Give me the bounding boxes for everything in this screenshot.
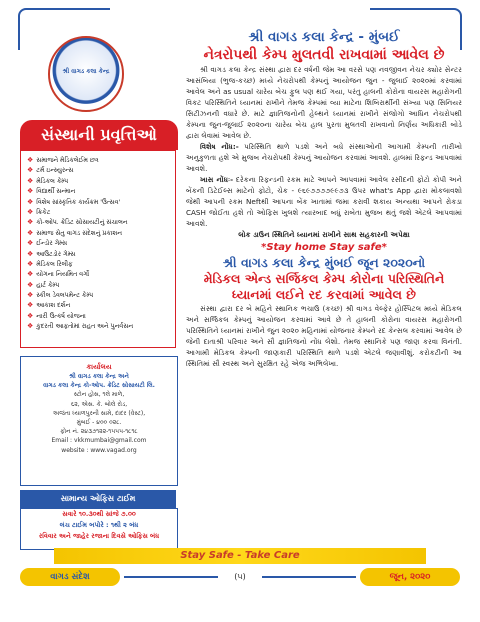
activities-list bbox=[20, 150, 176, 348]
timing-line: લંચ ટાઈમ બપોરે : ૧થી ૨ બંધ bbox=[59, 521, 139, 529]
article1-subtitle: નેત્રરોપથી કેમ્પ મુલતવી રાખવામાં આવેલ છે bbox=[203, 47, 445, 63]
bullet-icon: ❖ bbox=[27, 218, 34, 227]
office-line: ૬૨, એસ. કે. બોલે રોડ, bbox=[70, 400, 128, 408]
bullet-icon: ❖ bbox=[27, 249, 34, 258]
page-number: (૫) bbox=[234, 572, 246, 581]
timing-line: સવારે ૧૦.૩૦થી સાંજે ૭.૦૦ bbox=[62, 510, 136, 518]
article2-subtitle-2: ધ્યાનમાં લઈને રદ કરવામાં આવેલ છે bbox=[232, 287, 416, 302]
article1-special-note bbox=[186, 174, 462, 229]
activity-item: ❖ મેડિકલ રિલીફ bbox=[27, 259, 73, 268]
special-note-label: ખાસ નોંધઃ- bbox=[200, 175, 234, 184]
bullet-icon: ❖ bbox=[27, 176, 34, 185]
office-line: શ્રી વાગડ કલા કેન્દ્ર અને bbox=[69, 373, 129, 380]
activity-item: ❖ મેડિકલ કેમ્પ bbox=[27, 176, 69, 185]
main-content bbox=[186, 28, 462, 542]
note-text: પરિસ્થિતિ થાળે પડશે અને બધે સંસ્થાઓની આગામી કેમ્પની તારીખો અનુકુળતા હશે એ મુજબ નેચરોપથી કેમ્પનું આયોજન કરવામાં આવશે. હાલમાં રિફન્ડ આપવામાં આવશે. bbox=[186, 142, 462, 173]
activity-item: ❖ વિદ્યાર્થી સન્માન bbox=[27, 187, 76, 196]
bullet-icon: ❖ bbox=[27, 270, 34, 279]
bullet-icon: ❖ bbox=[27, 280, 34, 289]
bullet-icon: ❖ bbox=[27, 311, 34, 320]
activity-item: ❖ સ્કીલ ડેવલપમેન્ટ કેમ્પ bbox=[27, 291, 94, 300]
article1-title: શ્રી વાગડ કલા કેન્દ્ર - મુંબઈ bbox=[248, 29, 400, 45]
activity-item: ❖ ક્રિકેટ bbox=[27, 207, 51, 216]
activity-item: ❖ હાર્ટ કેમ્પ bbox=[27, 280, 60, 289]
note-label: વિશેષ નોંધ:- bbox=[200, 142, 239, 151]
article1-paragraph: શ્રી વાગડ કલા કેન્દ્ર સંસ્થા દ્વારા દર વર્ષની જેમ આ વરસે પણ નવજીવન નેચર ક્યોર સેન્ટર આસંબિયા (ભુજ-કચ્છ) મધ્યે નેચરોપથી કેમ્પનું આયોજન જુન - જુલાઈ ૨૦૨૦માં કરવામાં આવેલ અને as usual ચારેય બેચ ફુલ પણ થઈ ગયા, પરંતુ હાલની કોરોના વાયરસ મહારોગની વિકટ પરિસ્થિતિને ધ્યાનમાં રાખીને તેમજ કેમ્પમાં વ્યા માટેના શિબિરાર્થીની સંખ્યા પણ સિનિયર સિટીઝનની વધારે છે. માટે જ્ઞાતિજનોની હેલ્થને ધ્યાનમાં રાખીને સંજોગો આધિન નેચરોપથી કેમ્પના જુન-જુલાઈ ૨૦૨૦ના ચારેય બેચ હાલ પુરતા મુલતવી રાખવાનો નિર્ણય અધિકારી બોડે દ્વારા લેવામાં આવેલ છે. bbox=[186, 65, 462, 140]
activity-item: ❖ આઉટડોર ગેમ્સ bbox=[27, 249, 76, 258]
activity-item: ❖ કો-ઓપ. ક્રેડિટ સોસાયટીનું સંચાલન bbox=[27, 218, 128, 227]
office-website-link[interactable]: website : www.vagad.org bbox=[61, 446, 137, 454]
activities-heading: સંસ્થાની પ્રવૃત્તિઓ bbox=[20, 120, 178, 150]
bullet-icon: ❖ bbox=[27, 156, 34, 164]
article1-appeal: લોક ડાઉન સ્થિતિને ધ્યાનમાં રાખીને સાથ સહકારની અપેક્ષા bbox=[238, 230, 410, 239]
office-title: કાર્યાલય bbox=[86, 363, 112, 371]
article2-title: શ્રી વાગડ કલા કેન્દ્ર મુંબઈ જૂન ૨૦૨૦નો bbox=[222, 255, 426, 270]
article2-paragraph: સંસ્થા દ્વારા દર બે મહિને સ્થાનિક ભચાઉ (કચ્છ) શ્રી વાગડ વેલ્ફેર હોસ્પિટલ મધ્યે મેડિકલ અને સર્જિકલ કેમ્પનું આયોજન કરવામાં આવે છે તે હાલની કોરોના વાયરસ મહારોગની પરિસ્થિતિને ધ્યાનમાં રાખીને જુન ૨૦૨૦ મહિનામાં યોજનાર કેમ્પને રદ કેન્સલ કરવામાં આવેલ છે જેની દાતાશ્રી પરિવાર અને સૌ જ્ઞાતિજનો નોંધ લેશો. તેમજ સ્થાનિકે પણ જાણ કરવા વિનંતી. આગામી મેડિકલ કેમ્પની જાણકારી પરિસ્થિતિ થાળે પડશે એટલે જણાવીશું. કરોકટીની આ સ્થિતિમાં સૌ સ્વસ્થ અને સુરક્ષિત રહે એજ અભિલેખા. bbox=[186, 304, 462, 368]
activity-item: ❖ ટર્મ ઇન્સ્યુરન્સ bbox=[27, 166, 74, 175]
office-line: અજંતા ધ્યાળપુરની સામે, દાદર (વેસ્ટ), bbox=[52, 409, 146, 417]
office-address-box bbox=[20, 356, 178, 486]
magazine-name: વાગડ સંદેશ bbox=[20, 568, 120, 586]
activity-item: ❖ નારી ઉત્કર્ષ યોજના bbox=[27, 311, 86, 320]
activity-item: ❖ વિશેષ સાંસ્કૃતિક કાર્યક્રમ 'ઉત્સવ' bbox=[27, 197, 121, 206]
activity-item: ❖ સમાજ સેતુ વાગડ સંદેશનું પ્રકાશન bbox=[27, 228, 122, 237]
article1-note bbox=[186, 141, 462, 174]
bullet-icon: ❖ bbox=[27, 239, 34, 248]
office-timing-box bbox=[20, 508, 178, 550]
bullet-icon: ❖ bbox=[27, 197, 34, 206]
stay-home-tagline: *Stay home Stay safe* bbox=[261, 242, 387, 253]
bullet-icon: ❖ bbox=[27, 322, 34, 331]
issue-date: જૂન, ૨૦૨૦ bbox=[360, 568, 460, 586]
activity-item: ❖ યોગના નિયમિત વર્ગો bbox=[27, 270, 90, 279]
stay-safe-banner: Stay Safe - Take Care bbox=[54, 548, 426, 564]
bullet-icon: ❖ bbox=[27, 166, 34, 175]
bullet-icon: ❖ bbox=[27, 301, 34, 310]
footer-rule bbox=[262, 576, 356, 578]
activity-item: ❖ આકાશ દર્શન bbox=[27, 301, 71, 310]
bullet-icon: ❖ bbox=[27, 259, 34, 268]
office-timing-heading: સામાન્ય ઓફિસ ટાઈમ bbox=[20, 490, 176, 508]
office-line: મુંબઈ - ૪૦૦ ૦૨૮. bbox=[76, 419, 122, 427]
office-line: વાગડ કલા કેન્દ્ર કો-ઓપ. ક્રેડિટ સોસાયટી લિ. bbox=[43, 382, 155, 390]
office-phone: ફોન નં. ૨૪૩૭૧૨૨-૧૫૫૫-૧૮૧૮ bbox=[60, 428, 138, 436]
logo-text: શ્રી વાગડ કલા કેન્દ્ર bbox=[62, 68, 110, 75]
bullet-icon: ❖ bbox=[27, 291, 34, 300]
special-note-text: દરેકના રિફન્ડની રકમ માટે આપને આપવામાં આવેલ રસીદની ફોટો કોપી અને બેંકની ડિટેઈલ્સ માટેનો ફોટો, ચેક - ૯૬૯૭૭૭૭૯૯૭૩ ઉપર what's App દ્વારા મોકલાવશો જેથી આપની રકમ Neftથી આપના બેંક ખાતામાં જમા કરાવી શકાય અન્યથા આપને રોકડા CASH જોઈતા હશે તો ઓફિસ ખુલશે ત્યારબાદ બધું રાબેતા મુજબ થતું જશે એટલે આપવામાં આવશે. bbox=[186, 175, 462, 228]
activity-item: ❖ કુદરતી આફતોમાં રાહત અને પુનર્વસન bbox=[27, 322, 134, 331]
timing-line: રવિવાર અને જાહેર રજાના દિવસે ઓફિસ બંધ bbox=[38, 532, 160, 540]
bullet-icon: ❖ bbox=[27, 207, 34, 216]
activity-item: ❖ ઈન્ડોર ગેમ્સ bbox=[27, 239, 67, 248]
bullet-icon: ❖ bbox=[27, 228, 34, 237]
activity-item: ❖ સમાજને મેડિકલેઈમ છત્ર bbox=[27, 156, 99, 164]
organization-logo bbox=[48, 36, 124, 112]
office-email-link[interactable]: Email : vkkmumbai@gmail.com bbox=[51, 437, 147, 445]
sidebar bbox=[20, 28, 180, 542]
bullet-icon: ❖ bbox=[27, 187, 34, 196]
page-footer bbox=[20, 568, 460, 586]
office-line: સ્ટોન હોસ, ૧લે માળે, bbox=[73, 391, 125, 399]
footer-rule bbox=[124, 576, 218, 578]
article2-subtitle-1: મેડિકલ એન્ડ સર્જિકલ કેમ્પ કોરોના પરિસ્થિતિને bbox=[203, 271, 445, 286]
